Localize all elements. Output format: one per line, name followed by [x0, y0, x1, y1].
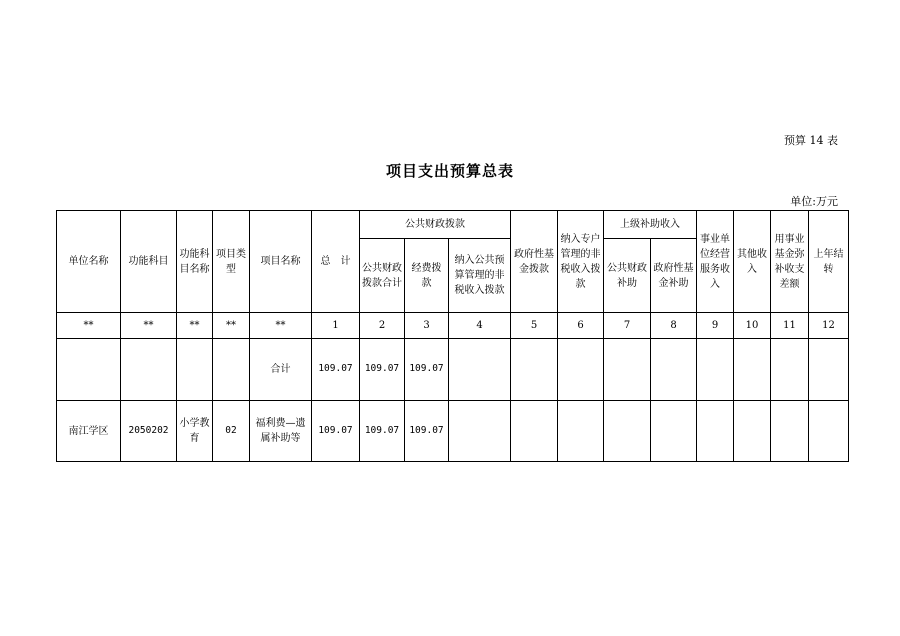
total-label: 合计 [250, 339, 312, 401]
header-gov-fund: 政府性基金拨款 [511, 211, 558, 313]
index-cell: 7 [604, 313, 651, 339]
total-cell: 109.07 [312, 401, 360, 462]
index-cell: 10 [734, 313, 771, 339]
index-cell: 8 [651, 313, 697, 339]
header-unit-name: 单位名称 [57, 211, 121, 313]
total-pf-total-cell: 109.07 [360, 339, 405, 401]
index-cell: ** [121, 313, 177, 339]
table-row [57, 401, 849, 462]
header-special-nontax: 纳入专户管理的非税收入拨款 [558, 211, 604, 313]
total-pf-expense-cell: 109.07 [405, 339, 449, 401]
header-project-type: 项目类型 [213, 211, 250, 313]
total-total-cell: 109.07 [312, 339, 360, 401]
index-cell: ** [250, 313, 312, 339]
index-cell: 12 [809, 313, 849, 339]
unit-name-cell: 南江学区 [57, 401, 121, 462]
index-cell: 9 [697, 313, 734, 339]
header-business-income: 事业单位经营服务收入 [697, 211, 734, 313]
index-cell: 11 [771, 313, 809, 339]
header-total: 总 计 [312, 211, 360, 313]
func-name-cell: 小学教育 [177, 401, 213, 462]
index-row [57, 313, 849, 339]
page-title: 项目支出预算总表 [385, 162, 514, 180]
header-superior-subsidy: 上级补助收入 [604, 211, 697, 239]
header-sup-fund: 政府性基金补助 [651, 239, 697, 313]
project-budget-table [56, 210, 849, 462]
project-type-cell: 02 [213, 401, 250, 462]
index-cell: ** [177, 313, 213, 339]
header-carryover: 上年结转 [809, 211, 849, 313]
index-cell: ** [213, 313, 250, 339]
total-row [57, 339, 849, 401]
header-project-name: 项目名称 [250, 211, 312, 313]
pf-expense-cell: 109.07 [405, 401, 449, 462]
header-func-subject: 功能科目 [121, 211, 177, 313]
func-code-cell: 2050202 [121, 401, 177, 462]
unit-label: 单位:万元 [790, 195, 838, 208]
header-pf-total: 公共财政拨款合计 [360, 239, 405, 313]
budget-table-number: 预算 14 表 [784, 134, 838, 147]
index-cell: 2 [360, 313, 405, 339]
header-fund-offset: 用事业基金弥补收支差额 [771, 211, 809, 313]
project-name-cell: 福利费—遗属补助等 [250, 401, 312, 462]
index-cell: 6 [558, 313, 604, 339]
index-cell: 4 [449, 313, 511, 339]
index-cell: ** [57, 313, 121, 339]
header-public-finance: 公共财政拨款 [360, 211, 511, 239]
header-func-subject-name: 功能科目名称 [177, 211, 213, 313]
index-cell: 1 [312, 313, 360, 339]
pf-total-cell: 109.07 [360, 401, 405, 462]
index-cell: 5 [511, 313, 558, 339]
header-other-income: 其他收入 [734, 211, 771, 313]
header-pf-nontax: 纳入公共预算管理的非税收入拨款 [449, 239, 511, 313]
header-sup-public: 公共财政补助 [604, 239, 651, 313]
header-row-1 [57, 211, 849, 239]
index-cell: 3 [405, 313, 449, 339]
header-pf-expense: 经费拨款 [405, 239, 449, 313]
